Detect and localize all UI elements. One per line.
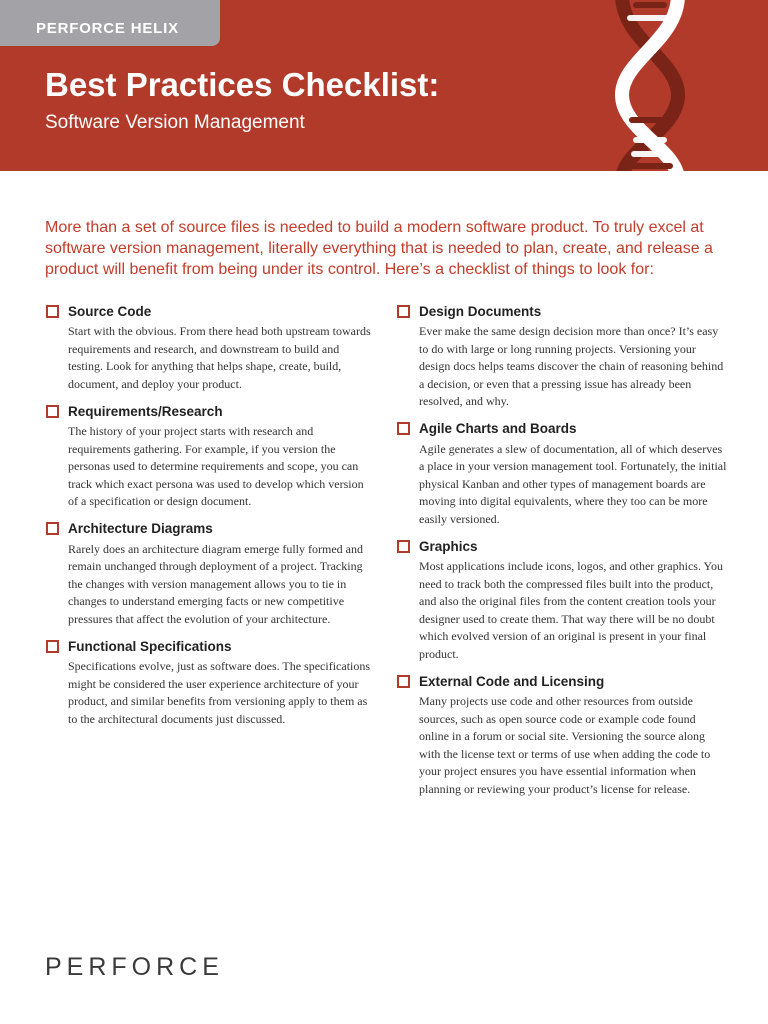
item-title: Requirements/Research — [68, 403, 223, 419]
item-header — [397, 301, 727, 321]
checkbox-icon[interactable] — [397, 540, 410, 553]
item-header — [397, 671, 727, 691]
checklist-item-architecture-diagrams — [46, 519, 376, 629]
left-column — [46, 301, 376, 736]
checkbox-icon[interactable] — [46, 640, 59, 653]
checklist-item-agile-charts-boards — [397, 419, 727, 529]
item-header — [46, 519, 376, 539]
checkbox-icon[interactable] — [397, 305, 410, 318]
item-body: Agile generates a slew of documentation, all of which deserves a place in your version management tool. Fortunately, the initial physical Kanban and other types of management boards are moving into digital equivalents, where they too can be more easily versioned. — [419, 441, 727, 526]
intro-paragraph: More than a set of source files is needed to build a modern software product. To truly excel at software version management, literally everything that is needed to plan, create, and release a product will benefit from being under its control. Here’s a checklist of things to look for: — [45, 219, 713, 278]
item-title: Functional Specifications — [68, 638, 232, 654]
item-title: Design Documents — [419, 303, 542, 319]
item-header — [46, 636, 376, 656]
checkbox-icon[interactable] — [397, 422, 410, 435]
checklist-item-source-code — [46, 301, 376, 393]
page-title: Best Practices Checklist: — [45, 66, 440, 103]
item-body: The history of your project starts with research and requirements gathering. For example, if you version the personas used to determine requirements and scope, you can track which exact persona was used to develop which version of a specification or design document. — [68, 424, 364, 508]
item-title: Agile Charts and Boards — [419, 421, 577, 436]
item-title: External Code and Licensing — [419, 673, 605, 689]
item-body: Rarely does an architecture diagram emerge fully formed and remain unchanged through deployment of a project. Tracking the changes with version management allows you to tie in changes to understand emerging facts or new competitive pressures that affect the evolution of your architecture. — [68, 541, 363, 626]
right-column — [397, 301, 727, 806]
checklist-item-design-documents — [397, 301, 727, 411]
checklist-item-graphics — [397, 536, 727, 663]
checkbox-icon[interactable] — [397, 675, 410, 688]
item-body: Most applications include icons, logos, and other graphics. You need to track both the compressed files built into the product, and also the original files from the content creation tools your designer used to create them. That way there will be no doubt which evolved version of an original is present in your final product. — [419, 559, 723, 661]
item-title: Graphics — [419, 538, 478, 554]
item-body: Ever make the same design decision more than once? It’s easy to do with large or long running projects. Versioning your design docs helps teams discover the chain of reasoning behind a decision, or even that a pressing issue has already been resolved, and why. — [419, 324, 724, 408]
item-header — [397, 536, 727, 556]
item-title: Source Code — [68, 303, 152, 319]
item-body: Start with the obvious. From there head both upstream towards requirements and research, and downstream to build and testing. Look for anything that helps shape, create, build, document, and deploy your product. — [68, 324, 371, 391]
page-subtitle: Software Version Management — [45, 112, 305, 133]
perforce-logo: PERFORCE — [45, 953, 224, 981]
item-header — [46, 401, 376, 421]
header-banner — [0, 0, 768, 171]
item-header — [397, 419, 727, 439]
item-body: Many projects use code and other resources from outside sources, such as open source code or example code found online in a forum or social site. Versioning the source along with the license text or terms of use when adding the code to your project ensures you have essential information when planning or reviewing your product’s license for release. — [419, 694, 711, 796]
item-body: Specifications evolve, just as software does. The specifications might be considered the user experience architecture of your product, and similar benefits from versioning apply to them as to the architectural documents just discussed. — [68, 659, 371, 726]
item-header — [46, 301, 376, 321]
dna-helix-icon — [600, 0, 700, 171]
brand-tab: PERFORCE HELIX — [0, 0, 220, 46]
checkbox-icon[interactable] — [46, 405, 59, 418]
checkbox-icon[interactable] — [46, 522, 59, 535]
checklist-item-functional-specifications — [46, 636, 376, 728]
checklist-item-external-code-licensing — [397, 671, 727, 798]
item-title: Architecture Diagrams — [68, 521, 213, 536]
checklist-item-requirements-research — [46, 401, 376, 511]
checkbox-icon[interactable] — [46, 305, 59, 318]
